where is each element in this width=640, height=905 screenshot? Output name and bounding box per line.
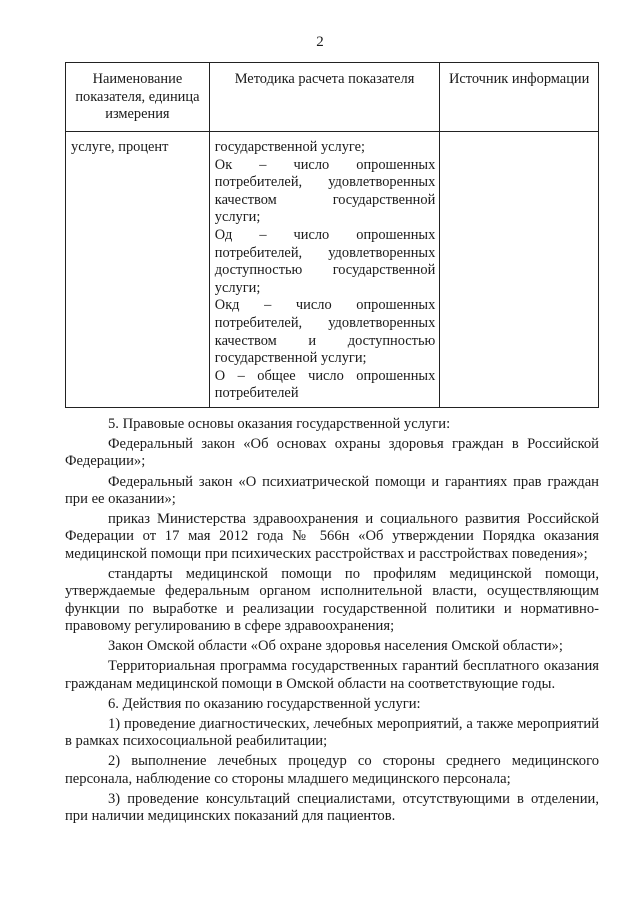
method-line: Од – число опрошенных [214,226,436,243]
legal-basis-item: стандарты медицинской помощи по профилям медицинской помощи, утверждаемые федеральным органом исполнительной власти, осуществляющим функции по выработке и реализации государственной политики и нормативно-правовому регулированию в сфере здравоохранения; [65,565,599,634]
legal-basis-item: Территориальная программа государственных гарантий бесплатного оказания гражданам медицинской помощи в Омской области на соответствующие годы. [65,658,599,692]
indicator-table [65,62,599,408]
method-line: государственной услуги; [214,350,367,367]
method-line: услуги; [214,279,261,296]
method-line: качеством и доступностью [214,332,436,349]
method-line: потребителей, удовлетворенных [214,174,436,191]
service-action-item: 1) проведение диагностических, лечебных мероприятий, а также мероприятий в рамках психосоциальной реабилитации; [65,715,599,750]
page-number: 2 [316,34,324,50]
legal-basis-item: приказ Министерства здравоохранения и социального развития Российской Федерации от 17 мая 2012 года № 566н «Об утверждении Порядка оказания медицинской помощи при психических расстройствах и расстройствах поведения»; [65,511,599,562]
service-action-item: 3) проведение консультаций специалистами, отсутствующими в отделении, при наличии медицинских показаний для пациентов. [65,790,599,825]
method-line: услуги; [214,209,261,226]
section-5-heading: 5. Правовые основы оказания государственной услуги: [108,416,451,432]
method-line: Окд – число опрошенных [214,297,436,314]
legal-basis-item: Закон Омской области «Об охране здоровья населения Омской области»; [108,638,563,655]
table-row [66,132,599,408]
method-line: качеством государственной [214,191,436,208]
method-line: О – общее число опрошенных [214,367,436,384]
service-action-item: 2) выполнение лечебных процедур со стороны среднего медицинского персонала, наблюдение со стороны младшего медицинского персонала; [65,753,599,787]
table-header-row [66,63,599,132]
legal-basis-item: Федеральный закон «О психиатрической помощи и гарантиях прав граждан при ее оказании»; [65,473,599,507]
document-body [65,416,599,828]
method-line: доступностью государственной [214,262,436,279]
method-line: потребителей [214,385,299,402]
legal-basis-item: Федеральный закон «Об основах охраны здоровья граждан в Российской Федерации»; [65,436,599,470]
method-line: потребителей, удовлетворенных [214,244,436,261]
cell-method [209,132,439,408]
method-line: государственной услуге; [214,139,366,155]
header-information-source: Источник информации [440,63,599,132]
header-calculation-method: Методика расчета показателя [209,63,439,132]
cell-indicator: услуге, процент [66,132,210,408]
method-line: Ок – число опрошенных [214,156,436,173]
header-indicator-name: Наименование показателя, единица измерения [66,63,210,132]
cell-source [440,132,599,408]
section-6-heading: 6. Действия по оказанию государственной услуги: [108,695,421,712]
method-line: потребителей, удовлетворенных [214,314,436,331]
